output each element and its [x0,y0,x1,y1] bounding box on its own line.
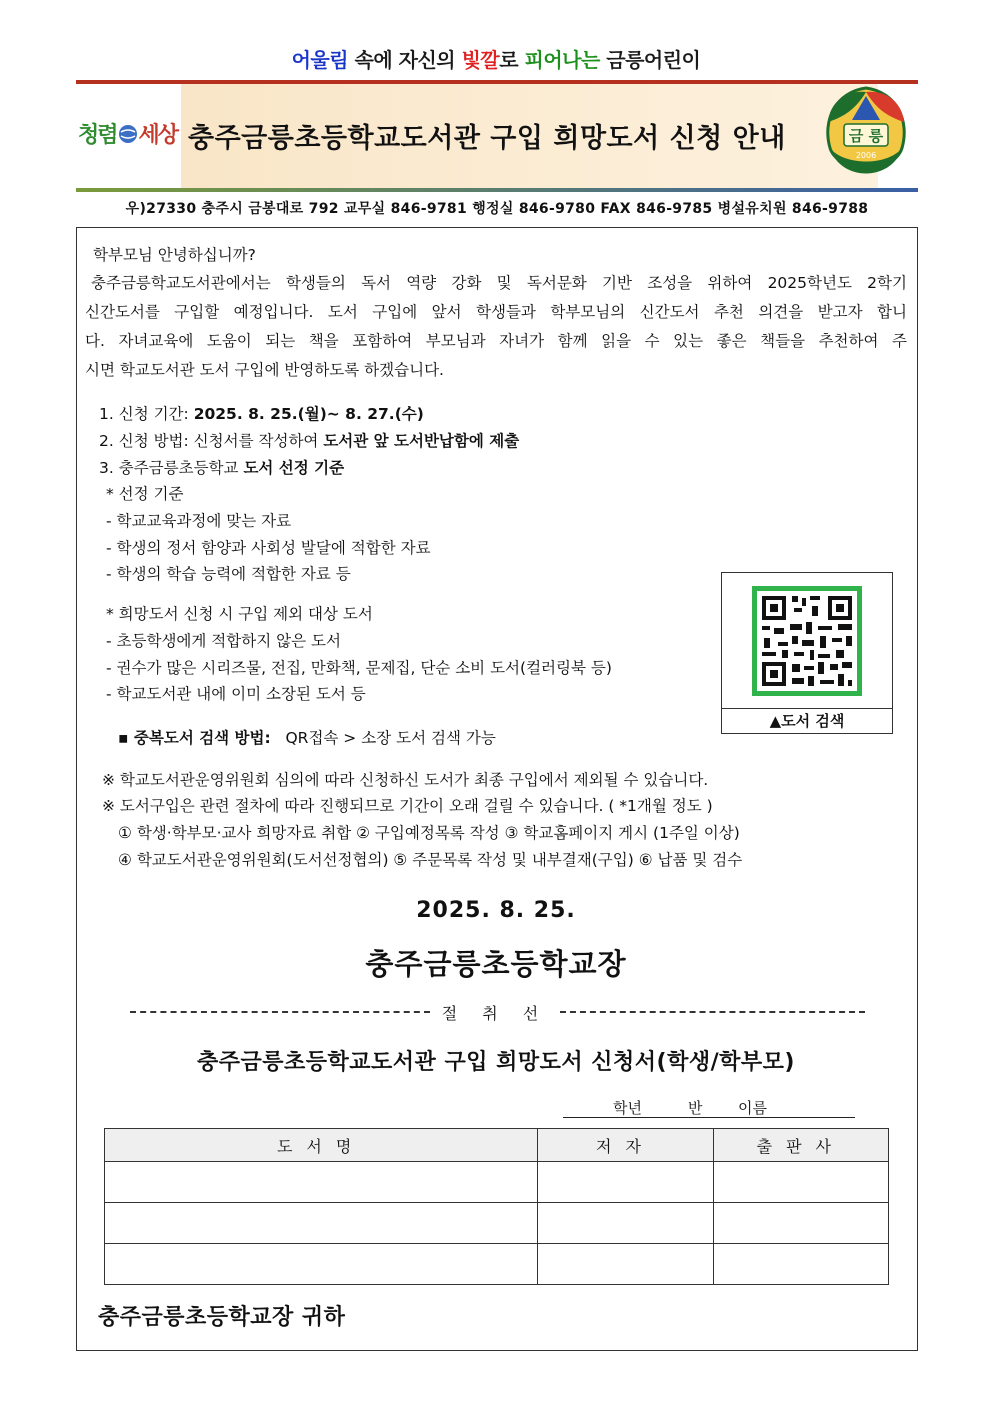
integrity-logo [78,118,177,149]
procedure-steps: ④ 학교도서관운영위원회(도서선정협의) ⑤ 주문목록 작성 및 내부결재(구입) ⑥ 납품 및 검수 [118,851,743,869]
slogan-part: 어울림 [291,48,349,72]
publisher-cell[interactable] [713,1244,888,1285]
search-method-label: ▪ 중복도서 검색 방법: [118,729,271,747]
item-value: 도서관 앞 도서반납함에 제출 [323,432,520,450]
intro-line: 신간도서를 구입할 예정입니다. 도서 구입에 앞서 학생들과 학부모님의 신간도서 추천 의견을 받고자 합니 [85,303,907,321]
globe-icon [117,123,139,145]
intro-line: 다. 자녀교육에 도움이 되는 책을 포함하여 부모님과 자녀가 함께 읽을 수 있는 좋은 책들을 추천하여 주 [85,332,907,350]
grade-class-name-line [563,1097,855,1118]
intro-line: 충주금릉학교도서관에서는 학생들의 독서 역량 강화 및 독서문화 기반 조성을 위하여 2025학년도 2학기 [91,274,907,292]
cut-line [130,1001,865,1021]
qr-box [721,572,893,734]
page-title: 충주금릉초등학교도서관 구입 희망도서 신청 안내 [188,123,786,154]
class-label: 반 [688,1099,703,1117]
note: ※ 학교도서관운영위원회 심의에 따라 신청하신 도서가 최종 구입에서 제외될 수 있습니다. [102,771,709,789]
column-header-publisher: 출판사 [713,1129,888,1162]
table-row [105,1162,889,1203]
exclude-heading: * 희망도서 신청 시 구입 제외 대상 도서 [106,605,373,623]
notice-date: 2025. 8. 25. [416,898,576,923]
author-cell[interactable] [538,1203,713,1244]
item-value: 2025. 8. 25.(월)~ 8. 27.(수) [193,405,424,423]
grade-label: 학년 [613,1099,642,1117]
slogan [0,44,992,73]
form-title: 충주금릉초등학교도서관 구입 희망도서 신청서(학생/학부모) [197,1050,795,1075]
table-row [105,1244,889,1285]
book-title-cell[interactable] [105,1203,538,1244]
header-banner [76,84,918,188]
criteria-item: - 학교교육과정에 맞는 자료 [106,512,292,530]
book-request-table [104,1128,889,1285]
slogan-part: 로 [499,48,525,72]
column-header-title: 도서명 [105,1129,538,1162]
emblem-text: 금 릉 [848,127,884,145]
intro-line: 시면 학교도서관 도서 구입에 반영하도록 하겠습니다. [85,361,444,379]
book-title-cell[interactable] [105,1244,538,1285]
item-period [99,407,424,423]
criteria-item: - 학생의 정서 함양과 사회성 발달에 적합한 자료 [106,539,431,557]
book-title-cell[interactable] [105,1162,538,1203]
cut-line-label: 절 취 선 [441,1004,549,1023]
search-method-value: QR접속 > 소장 도서 검색 가능 [285,729,496,747]
school-address: 우)27330 충주시 금봉대로 792 교무실 846-9781 행정실 846-9780 FAX 846-9785 병설유치원 846-9788 [125,201,869,217]
slogan-part: 금릉어린이 [599,48,701,72]
emblem-year: 2006 [855,151,877,160]
exclude-item: - 학교도서관 내에 이미 소장된 도서 등 [106,685,366,703]
item-criteria [99,461,344,477]
table-row [105,1203,889,1244]
criteria-item: - 학생의 학습 능력에 적합한 자료 등 [106,565,351,583]
item-label: 1. 신청 기간: [99,405,194,423]
author-cell[interactable] [538,1244,713,1285]
integrity-logo-text: 청렴 [78,123,117,148]
publisher-cell[interactable] [713,1162,888,1203]
item-label: 2. 신청 방법: 신청서를 작성하여 [99,432,324,450]
exclude-item: - 초등학생에게 적합하지 않은 도서 [106,632,341,650]
school-emblem-icon [816,82,916,190]
slogan-part: 피어나는 [524,48,600,72]
principal-signature: 충주금릉초등학교장 [365,947,627,981]
integrity-logo-text: 세상 [138,123,178,148]
qr-caption: ▲도서 검색 [722,708,892,734]
form-footer: 충주금릉초등학교장 귀하 [98,1305,346,1330]
qr-code-icon[interactable] [752,586,862,696]
slogan-part: 빛깔 [461,48,500,72]
search-method [118,731,496,747]
note: ※ 도서구입은 관련 절차에 따라 진행되므로 기간이 오래 걸릴 수 있습니다. ( *1개월 정도 ) [102,797,713,815]
name-label: 이름 [738,1099,767,1117]
criteria-heading: * 선정 기준 [106,485,184,503]
publisher-cell[interactable] [713,1203,888,1244]
header-bottom-bar [76,188,918,192]
exclude-item: - 권수가 많은 시리즈물, 전집, 만화책, 문제집, 단순 소비 도서(컬러링북 등) [106,659,612,677]
item-label: 3. 충주금릉초등학교 [99,459,244,477]
procedure-steps: ① 학생·학부모·교사 희망자료 취합 ② 구입예정목록 작성 ③ 학교홈페이지 게시 (1주일 이상) [118,824,740,842]
author-cell[interactable] [538,1162,713,1203]
greeting: 학부모님 안녕하십니까? [93,246,256,264]
slogan-part: 속에 자신의 [348,48,462,72]
item-method [99,434,519,450]
item-value: 도서 선정 기준 [243,459,345,477]
column-header-author: 저자 [538,1129,713,1162]
